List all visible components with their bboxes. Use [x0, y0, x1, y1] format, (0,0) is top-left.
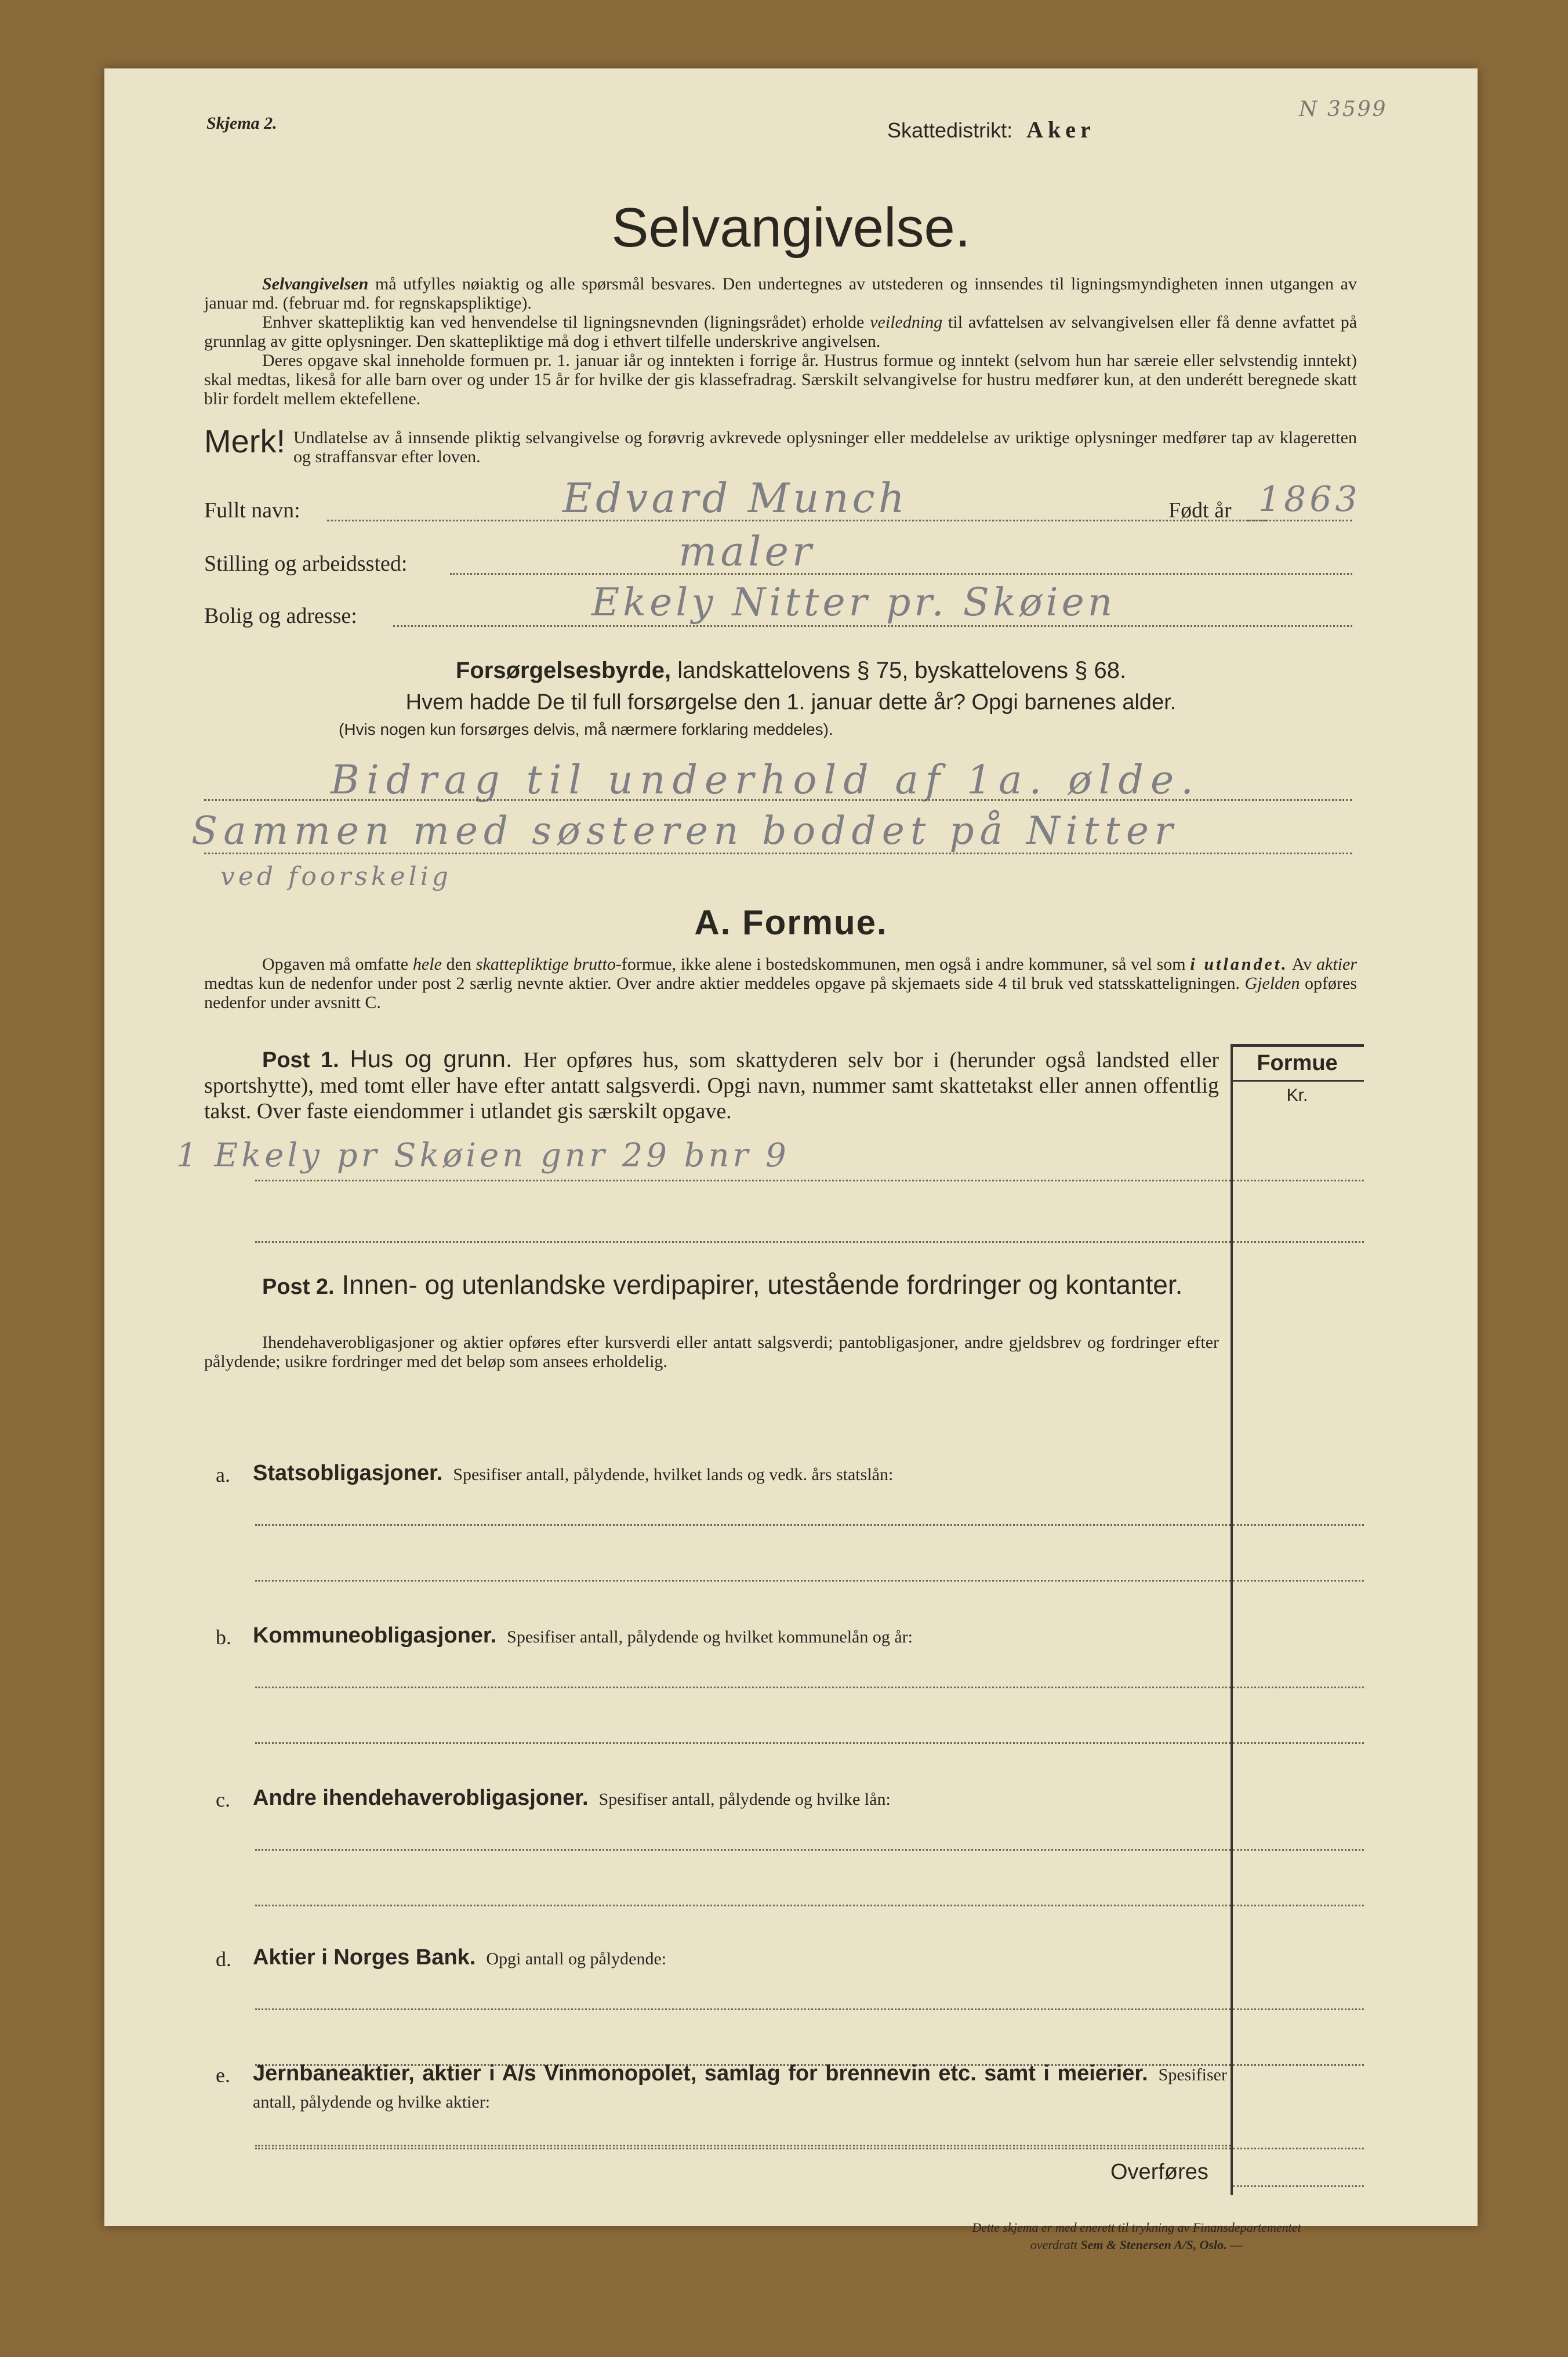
- intro-paragraph-3: Deres opgave skal inneholde formuen pr. 1. januar iår og inntekten i forrige år. Hustrus formue og inntekt (selvom hun har særeie eller selvstendig inntekt) skal medtas, likeså for alle barn over og under 15 år for hvilke der gis klassefradrag. Særskilt selvangivelse for hustru medfører kun, at den underétt beregnede skatt blir fordelt mellem ektefellene.: [204, 351, 1357, 408]
- formue-intro: Opgaven må omfatte hele den skattepliktige brutto-formue, ikke alene i bostedskommunen, men også i andre kommuner, så vel som i utlandet. Av aktier medtas kun de nedenfor under post 2 særlig nevnte aktier. Over andre aktier meddeles opgave på skjemaets side 4 til bruk ved statsskatteligningen. Gjelden opføres nedenfor under avsnitt C.: [204, 955, 1358, 1012]
- post-1-answer: 1 Ekely pr Skøien gnr 29 bnr 9: [176, 1137, 790, 1174]
- item-amount-line: [1233, 1524, 1364, 1526]
- post-1: Post 1. Hus og grunn. Her opføres hus, som skattyderen selv bor i (herunder også landsted eller sportshytte), med tomt eller have efter antatt salgsverdi. Opgi navn, nummer samt skattetakst eller annen offentlig takst. Over faste eiendommer i utlandet gis særskilt opgave.: [204, 1045, 1219, 1123]
- item-spec-text: Opgi antall og pålydende:: [486, 1949, 667, 1968]
- occupation-line: [450, 573, 1352, 575]
- item-title: [253, 1623, 913, 1650]
- item-e-line-2: [255, 2145, 1231, 2146]
- form-sheet: [104, 68, 1478, 2252]
- item-title-text: Statsobligasjoner.: [253, 1461, 443, 1485]
- post-1-amount-line-2: [1233, 1241, 1364, 1243]
- district-label-text: Skattedistrikt:: [887, 118, 1013, 142]
- item-title: [253, 1460, 893, 1488]
- item-spec-text: Spesifiser antall, pålydende og hvilke lån:: [598, 1790, 891, 1809]
- born-value: 1863: [1258, 479, 1361, 520]
- intro-lead: Selvangivelsen: [262, 274, 369, 293]
- item-amount-line: [1233, 1849, 1364, 1851]
- post-1-line-1: [255, 1180, 1231, 1181]
- item-entry-line: [255, 2008, 1231, 2010]
- support-answer-2: Sammen med søsteren boddet på Nitter: [191, 808, 1179, 853]
- post-1-amount-line-1: [1233, 1180, 1364, 1181]
- item-letter: e.: [216, 2064, 230, 2087]
- printer-credit-line-1: Dette skjema er med enerett til trykning av Finansdepartementet: [972, 2220, 1301, 2235]
- support-note: (Hvis nogen kun forsørges delvis, må nærmere forklaring meddeles).: [339, 720, 833, 738]
- item-entry-line: [255, 1849, 1231, 1851]
- section-a-heading: A. Formue.: [694, 903, 888, 942]
- item-amount-line: [1233, 1742, 1364, 1744]
- support-question: Hvem hadde De til full forsørgelse den 1. januar dette år? Opgi barnenes alder.: [405, 690, 1177, 715]
- post-2-heading: Post 2. Innen- og utenlandske verdipapirer, utestående fordringer og kontanter.: [262, 1270, 1183, 1300]
- item-title-text: Jernbaneaktier, aktier i A/s Vinmonopolet, samlag for brennevin etc. samt i meierier.: [253, 2061, 1148, 2086]
- item-amount-line: [1233, 2008, 1364, 2010]
- item-spec-text: Spesifiser antall, pålydende og hvilket kommunelån og år:: [507, 1627, 913, 1647]
- address-label: Bolig og adresse:: [204, 604, 357, 628]
- item-entry-line: [255, 1524, 1231, 1526]
- item-entry-line: [255, 1742, 1231, 1744]
- formue-column-title: Formue: [1257, 1051, 1338, 1075]
- district-label: [887, 116, 1095, 143]
- intro-p1-rest: må utfylles nøiaktig og alle spørsmål besvares. Den undertegnes av utstederen og innsendes til ligningsmyndigheten innen utgangen av januar md. (februar md. for regnskapspliktige).: [204, 274, 1357, 313]
- formue-column-top-rule: [1231, 1044, 1364, 1047]
- item-entry-line: [255, 1580, 1231, 1582]
- born-label: Født år: [1168, 498, 1232, 523]
- page-title: Selvangivelse.: [611, 197, 971, 259]
- item-letter: a.: [216, 1463, 230, 1486]
- address-line: [393, 625, 1352, 627]
- support-answer-3: ved foorskelig: [220, 862, 452, 891]
- intro-paragraph-1: [204, 274, 1357, 313]
- item-amount-line: [1233, 2064, 1364, 2066]
- item-spec-text: Spesifiser antall, pålydende og hvilke aktier:: [253, 2065, 1227, 2112]
- merk-text: Undlatelse av å innsende pliktig selvangivelse og forøvrig avkrevede oplysninger eller meddelelse av uriktige oplysninger medfører tap av klageretten og straffansvar efter loven.: [293, 428, 1357, 466]
- item-amount-line: [1233, 2148, 1364, 2149]
- item-title: [253, 1945, 666, 1972]
- name-value: Edvard Munch: [562, 474, 908, 522]
- carry-over-label: Overføres: [1110, 2160, 1208, 2184]
- item-title-text: Andre ihendehaverobligasjoner.: [253, 1786, 589, 1810]
- support-heading: Forsørgelsesbyrde, landskattelovens § 75, byskattelovens § 68.: [455, 658, 1127, 683]
- item-title: [253, 1785, 891, 1812]
- formue-column-rule: [1231, 1044, 1233, 2195]
- item-letter: c.: [216, 1788, 230, 1811]
- item-title: [253, 2061, 1227, 2115]
- printer-credit: [887, 2219, 1386, 2254]
- item-entry-line: [255, 2148, 1231, 2149]
- form-code: Skjema 2.: [206, 114, 277, 133]
- address-value: Ekely Nitter pr. Skøien: [591, 580, 1116, 625]
- printer-credit-line-2: overdratt Sem & Stenersen A/S, Oslo. —: [1030, 2238, 1243, 2252]
- item-letter: d.: [216, 1948, 231, 1971]
- occupation-label: Stilling og arbeidssted:: [204, 552, 408, 576]
- item-title-text: Kommuneobligasjoner.: [253, 1623, 497, 1648]
- formue-column-title-rule: [1231, 1080, 1364, 1082]
- carry-over-amount-line: [1233, 2185, 1364, 2187]
- archive-number: N 3599: [1299, 97, 1388, 121]
- merk-label: Merk!: [204, 423, 285, 459]
- item-title-text: Aktier i Norges Bank.: [253, 1945, 476, 1970]
- post-1-line-2: [255, 1241, 1231, 1243]
- item-amount-line: [1233, 1905, 1364, 1906]
- intro-paragraph-2: Enhver skattepliktig kan ved henvendelse til ligningsnevnden (ligningsrådet) erholde veiledning til avfattelsen av selvangivelsen eller få denne avfattet på grunnlag av gitte oplysninger. Den skattepliktige må dog i ethvert tilfelle underskrive angivelsen.: [204, 313, 1358, 351]
- item-amount-line: [1233, 1687, 1364, 1688]
- formue-column-unit: Kr.: [1286, 1086, 1308, 1105]
- born-line: [1248, 520, 1352, 521]
- item-spec-text: Spesifiser antall, pålydende, hvilket lands og vedk. års statslån:: [453, 1465, 894, 1484]
- occupation-value: maler: [678, 528, 815, 575]
- item-letter: b.: [216, 1626, 231, 1649]
- district-value: Aker: [1026, 117, 1095, 143]
- item-amount-line: [1233, 1580, 1364, 1582]
- item-entry-line: [255, 1905, 1231, 1906]
- item-entry-line: [255, 1687, 1231, 1688]
- name-label: Fullt navn:: [204, 498, 300, 523]
- support-answer-1: Bidrag til underhold af 1a. ølde.: [331, 757, 1200, 803]
- post-2-text: Ihendehaverobligasjoner og aktier opføres efter kursverdi eller antatt salgsverdi; pantobligasjoner, andre gjeldsbrev og fordringer efter pålydende; usikre fordringer med det beløp som ansees erholdelig.: [204, 1333, 1219, 1371]
